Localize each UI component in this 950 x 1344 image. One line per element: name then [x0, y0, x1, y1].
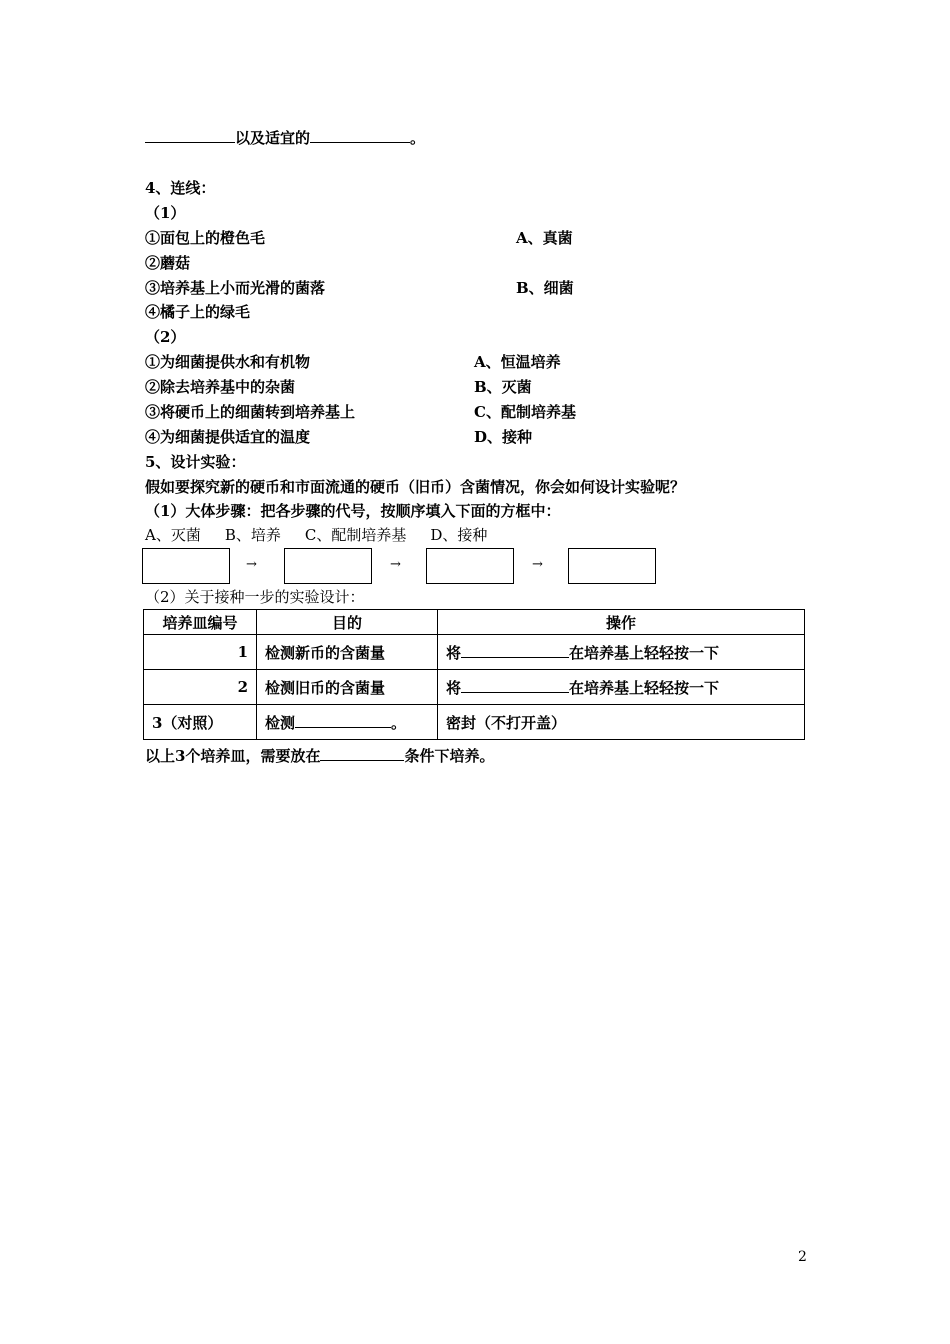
table-header-row: [144, 610, 805, 635]
table-row: [144, 635, 805, 670]
arrow-icon: →: [532, 557, 543, 572]
q4-part2-right-c: C、配制培养基: [474, 403, 576, 421]
operation-cell: 密封（不打开盖）: [438, 705, 805, 740]
q4-part1-right-a: A、真菌: [516, 229, 573, 247]
q4-title: 4、连线：: [145, 179, 216, 197]
arrow-icon: →: [390, 557, 401, 572]
footer-post: 条件下培养。: [404, 747, 495, 765]
purpose-cell: 检测旧币的含菌量: [257, 670, 438, 705]
purpose-cell: 检测新币的含菌量: [257, 635, 438, 670]
q4-part2-left-4: ④为细菌提供适宜的温度: [145, 428, 311, 446]
table-header-cell: 操作: [438, 610, 805, 635]
q4-part1-left-3: ③培养基上小而光滑的菌落: [145, 279, 326, 297]
op-post: 在培养基上轻轻按一下: [569, 643, 720, 662]
q5-intro: 假如要探究新的硬币和市面流通的硬币（旧币）含菌情况，你会如何设计实验呢？: [145, 478, 686, 496]
step-box-3[interactable]: [426, 548, 514, 584]
q4-part2-right-d: D、接种: [474, 428, 533, 446]
q4-part2-left-1: ①为细菌提供水和有机物: [145, 353, 311, 371]
table-header-cell: 目的: [257, 610, 438, 635]
step-box-2[interactable]: [284, 548, 372, 584]
answer-blank[interactable]: [461, 678, 569, 693]
q3-tail-line: [145, 128, 425, 148]
q5-footer: [145, 746, 494, 766]
experiment-table: [143, 609, 805, 740]
answer-blank[interactable]: [461, 643, 569, 658]
footer-pre: 以上3个培养皿，需要放在: [145, 747, 321, 765]
q5-step2: （2）关于接种一步的实验设计：: [145, 588, 365, 606]
arrow-icon: →: [246, 557, 257, 572]
operation-cell: [438, 670, 805, 705]
page-number: 2: [798, 1249, 807, 1265]
option-a: A、灭菌: [145, 526, 201, 544]
q4-part1-left-2: ②蘑菇: [145, 254, 191, 272]
purpose-post: 。: [391, 713, 407, 732]
q4-part2-right-a: A、恒温培养: [474, 353, 561, 371]
answer-blank[interactable]: [320, 746, 404, 761]
operation-cell: [438, 635, 805, 670]
option-c: C、配制培养基: [304, 526, 407, 544]
q4-part2-label: （2）: [145, 328, 186, 346]
step-box-4[interactable]: [568, 548, 656, 584]
q3-tail-mid: 以及适宜的: [235, 129, 311, 147]
op-pre: 将: [446, 643, 462, 662]
q5-step1: （1）大体步骤：把各步骤的代号，按顺序填入下面的方框中：: [145, 502, 561, 520]
op-post: 在培养基上轻轻按一下: [569, 678, 720, 697]
q4-part2-left-3: ③将硬币上的细菌转到培养基上: [145, 403, 356, 421]
answer-blank[interactable]: [295, 713, 391, 728]
answer-blank[interactable]: [145, 128, 235, 143]
q4-part2-right-b: B、灭菌: [474, 378, 532, 396]
q4-part1-right-b: B、细菌: [516, 279, 574, 297]
purpose-pre: 检测: [265, 713, 296, 732]
option-b: B、培养: [224, 526, 281, 544]
q4-part2-left-2: ②除去培养基中的杂菌: [145, 378, 296, 396]
step-box-1[interactable]: [142, 548, 230, 584]
purpose-cell: [257, 705, 438, 740]
q5-options: [145, 525, 487, 545]
dish-number: 1: [144, 635, 257, 670]
q5-title: 5、设计实验：: [145, 453, 246, 471]
q4-part1-left-1: ①面包上的橙色毛: [145, 229, 266, 247]
answer-blank[interactable]: [310, 128, 410, 143]
q4-part1-left-4: ④橘子上的绿毛: [145, 303, 251, 321]
op-pre: 将: [446, 678, 462, 697]
table-row: [144, 705, 805, 740]
q4-part1-label: （1）: [145, 204, 186, 222]
dish-number: 3（对照）: [144, 705, 257, 740]
table-header-cell: 培养皿编号: [144, 610, 257, 635]
table-row: [144, 670, 805, 705]
option-d: D、接种: [430, 526, 488, 544]
q3-tail-end: 。: [410, 129, 426, 147]
dish-number: 2: [144, 670, 257, 705]
